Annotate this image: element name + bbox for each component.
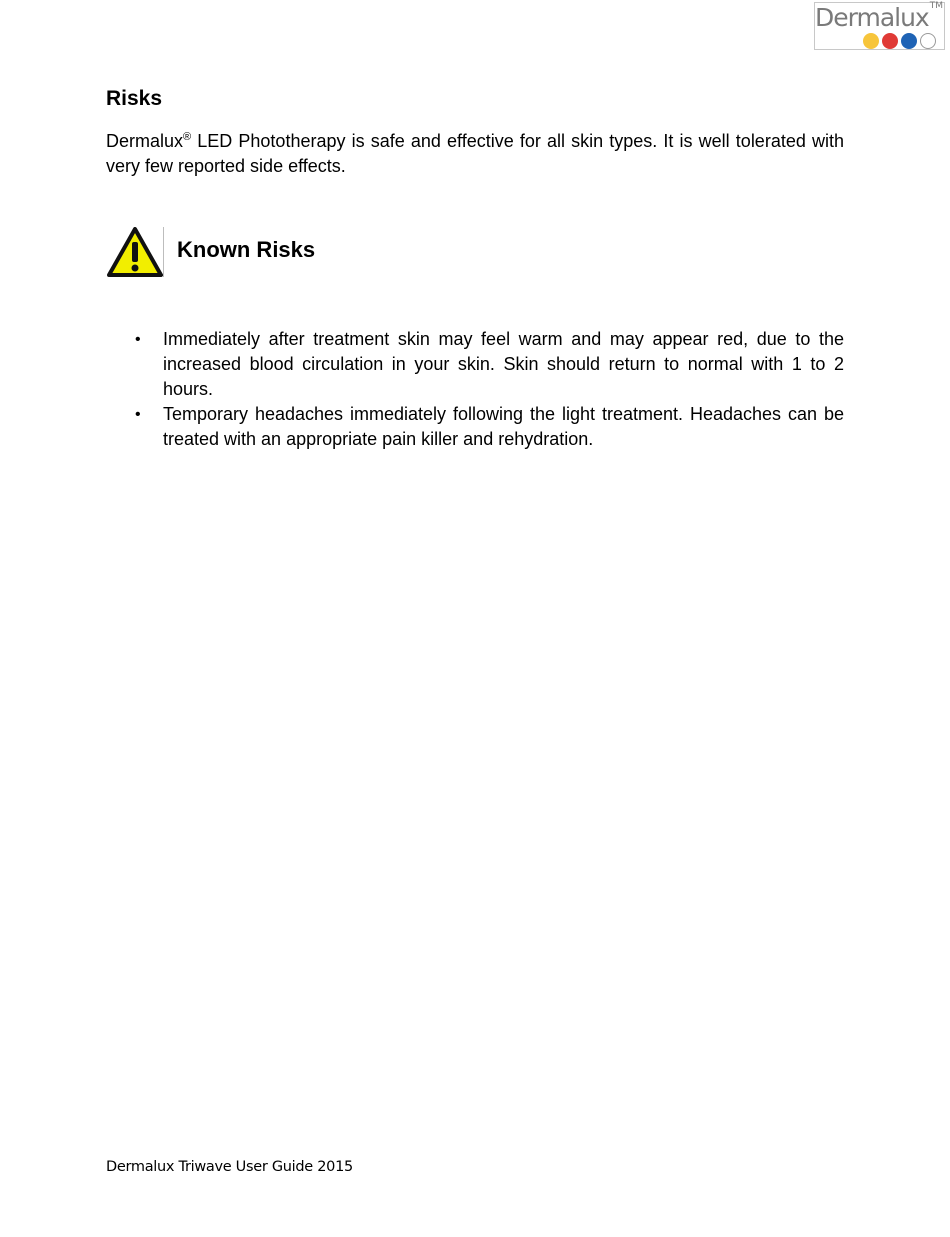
list-item bbox=[106, 327, 844, 402]
intro-paragraph bbox=[106, 129, 844, 179]
page-footer: Dermalux Triwave User Guide 2015 bbox=[106, 1159, 353, 1175]
known-risks-title: Known Risks bbox=[177, 237, 316, 262]
dermalux-logo bbox=[814, 2, 945, 50]
page-heading: Risks bbox=[106, 87, 163, 110]
list-item bbox=[106, 402, 844, 452]
warning-triangle-icon bbox=[107, 227, 163, 277]
known-risks-list bbox=[106, 327, 844, 452]
warning-icon-box bbox=[106, 227, 164, 277]
list-item-text: Immediately after treatment skin may feel warm and may appear red, due to the increased blood circulation in your skin. Skin should return to normal with 1 to 2 hours. bbox=[163, 329, 844, 399]
intro-text: LED Phototherapy is safe and effective for all skin types. It is well tolerated with very few reported side effects. bbox=[106, 131, 844, 176]
logo-dot-white bbox=[920, 33, 936, 49]
registered-mark: ® bbox=[183, 131, 192, 143]
logo-dot-blue bbox=[901, 33, 917, 49]
list-item-text: Temporary headaches immediately following the light treatment. Headaches can be treated with an appropriate pain killer and rehydration. bbox=[163, 404, 844, 449]
bullet: • bbox=[135, 406, 141, 423]
logo-trademark: TM bbox=[929, 1, 943, 11]
bullet: • bbox=[135, 331, 141, 348]
logo-dot-yellow bbox=[863, 33, 879, 49]
logo-wordmark: Dermalux bbox=[815, 3, 929, 32]
logo-dot-red bbox=[882, 33, 898, 49]
intro-brand: Dermalux bbox=[106, 131, 184, 151]
